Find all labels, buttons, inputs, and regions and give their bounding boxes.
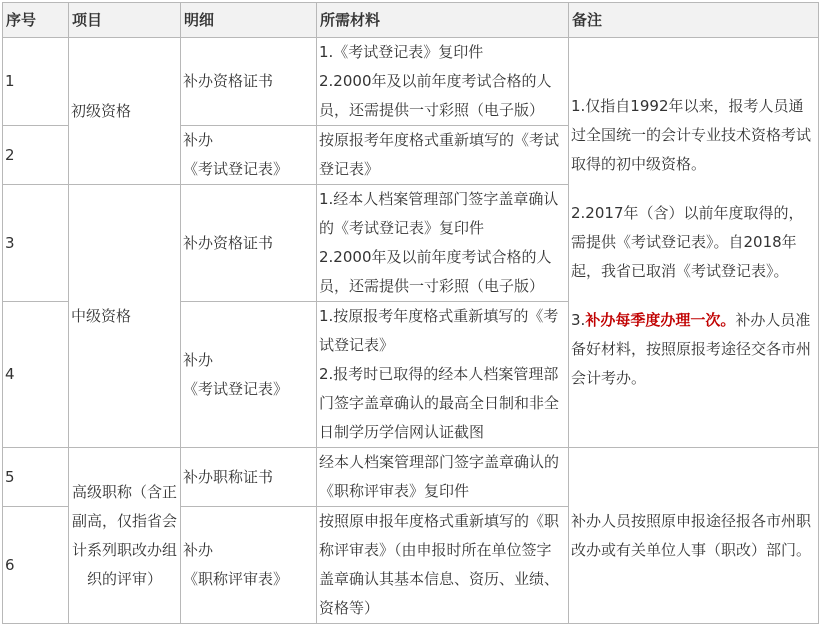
item-senior: 高级职称（含正副高，仅指省会计系列职改办组织的评审）: [69, 448, 181, 624]
material-line: 2.报考时已取得的经本人档案管理部门签字盖章确认的最高全日制和非全日制学历学信网认证截图: [319, 365, 560, 441]
row-seq: 6: [3, 507, 69, 624]
row-materials: [317, 302, 569, 448]
header-notes: 备注: [569, 3, 819, 38]
header-item: 项目: [69, 3, 181, 38]
note-3-prefix: 3.: [571, 311, 586, 329]
requirements-table: [2, 2, 819, 624]
header-seq: 序号: [3, 3, 69, 38]
table-row: [3, 448, 819, 507]
detail-line: 补办: [183, 541, 214, 559]
material-line: 1.经本人档案管理部门签字盖章确认的《考试登记表》复印件: [319, 190, 559, 237]
note-3-rest: 补办人员准备好材料，按照原报考途径交各市州会计考办。: [571, 311, 812, 387]
header-materials: 所需材料: [317, 3, 569, 38]
table-row: [3, 38, 819, 126]
row-seq: 2: [3, 126, 69, 185]
detail-line: 补办: [183, 350, 214, 369]
material-line: 2.2000年及以前年度考试合格的人员，还需提供一寸彩照（电子版）: [319, 248, 552, 295]
detail-line: 补办: [183, 131, 214, 149]
row-seq: 4: [3, 302, 69, 448]
material-line: 2.2000年及以前年度考试合格的人员，还需提供一寸彩照（电子版）: [319, 72, 552, 119]
row-detail: [181, 302, 317, 448]
note-2: 2.2017年（含）以前年度取得的，需提供《考试登记表》。自2018年起，我省已取消《考试登记表》。: [571, 204, 804, 280]
row-materials: [317, 126, 569, 185]
detail-line: 《职称评审表》: [183, 570, 289, 588]
material-line: 按原报考年度格式重新填写的《考试登记表》: [319, 131, 560, 178]
row-seq: 5: [3, 448, 69, 507]
row-detail: 补办资格证书: [181, 185, 317, 302]
notes-senior: 补办人员按照原申报途径报各市州职改办或有关单位人事（职改）部门。: [569, 448, 819, 624]
detail-line: 《考试登记表》: [183, 160, 289, 178]
row-materials: [317, 507, 569, 624]
header-row: [3, 3, 819, 38]
notes-junior-intermediate: [569, 38, 819, 448]
header-detail: 明细: [181, 3, 317, 38]
note-3-emphasis: 补办每季度办理一次。: [585, 311, 736, 329]
material-line: 1.《考试登记表》复印件: [319, 43, 484, 61]
row-seq: 3: [3, 185, 69, 302]
row-detail: 补办资格证书: [181, 38, 317, 126]
item-intermediate: 中级资格: [69, 185, 181, 448]
material-line: 1.按原报考年度格式重新填写的《考试登记表》: [319, 307, 559, 354]
material-line: 经本人档案管理部门签字盖章确认的《职称评审表》复印件: [319, 453, 560, 500]
row-materials: [317, 448, 569, 507]
row-materials: [317, 38, 569, 126]
material-line: 按照原申报年度格式重新填写的《职称评审表》（由申报时所在单位签字盖章确认其基本信息、资历、业绩、资格等）: [319, 512, 560, 617]
row-seq: 1: [3, 38, 69, 126]
row-detail: [181, 126, 317, 185]
row-materials: [317, 185, 569, 302]
row-detail: [181, 507, 317, 624]
detail-line: 《考试登记表》: [183, 379, 289, 398]
note-3: [571, 306, 816, 393]
note-1: 1.仅指自1992年以来，报考人员通过全国统一的会计专业技术资格考试取得的初中级资格。: [571, 97, 812, 173]
item-junior: 初级资格: [69, 38, 181, 185]
row-detail: 补办职称证书: [181, 448, 317, 507]
